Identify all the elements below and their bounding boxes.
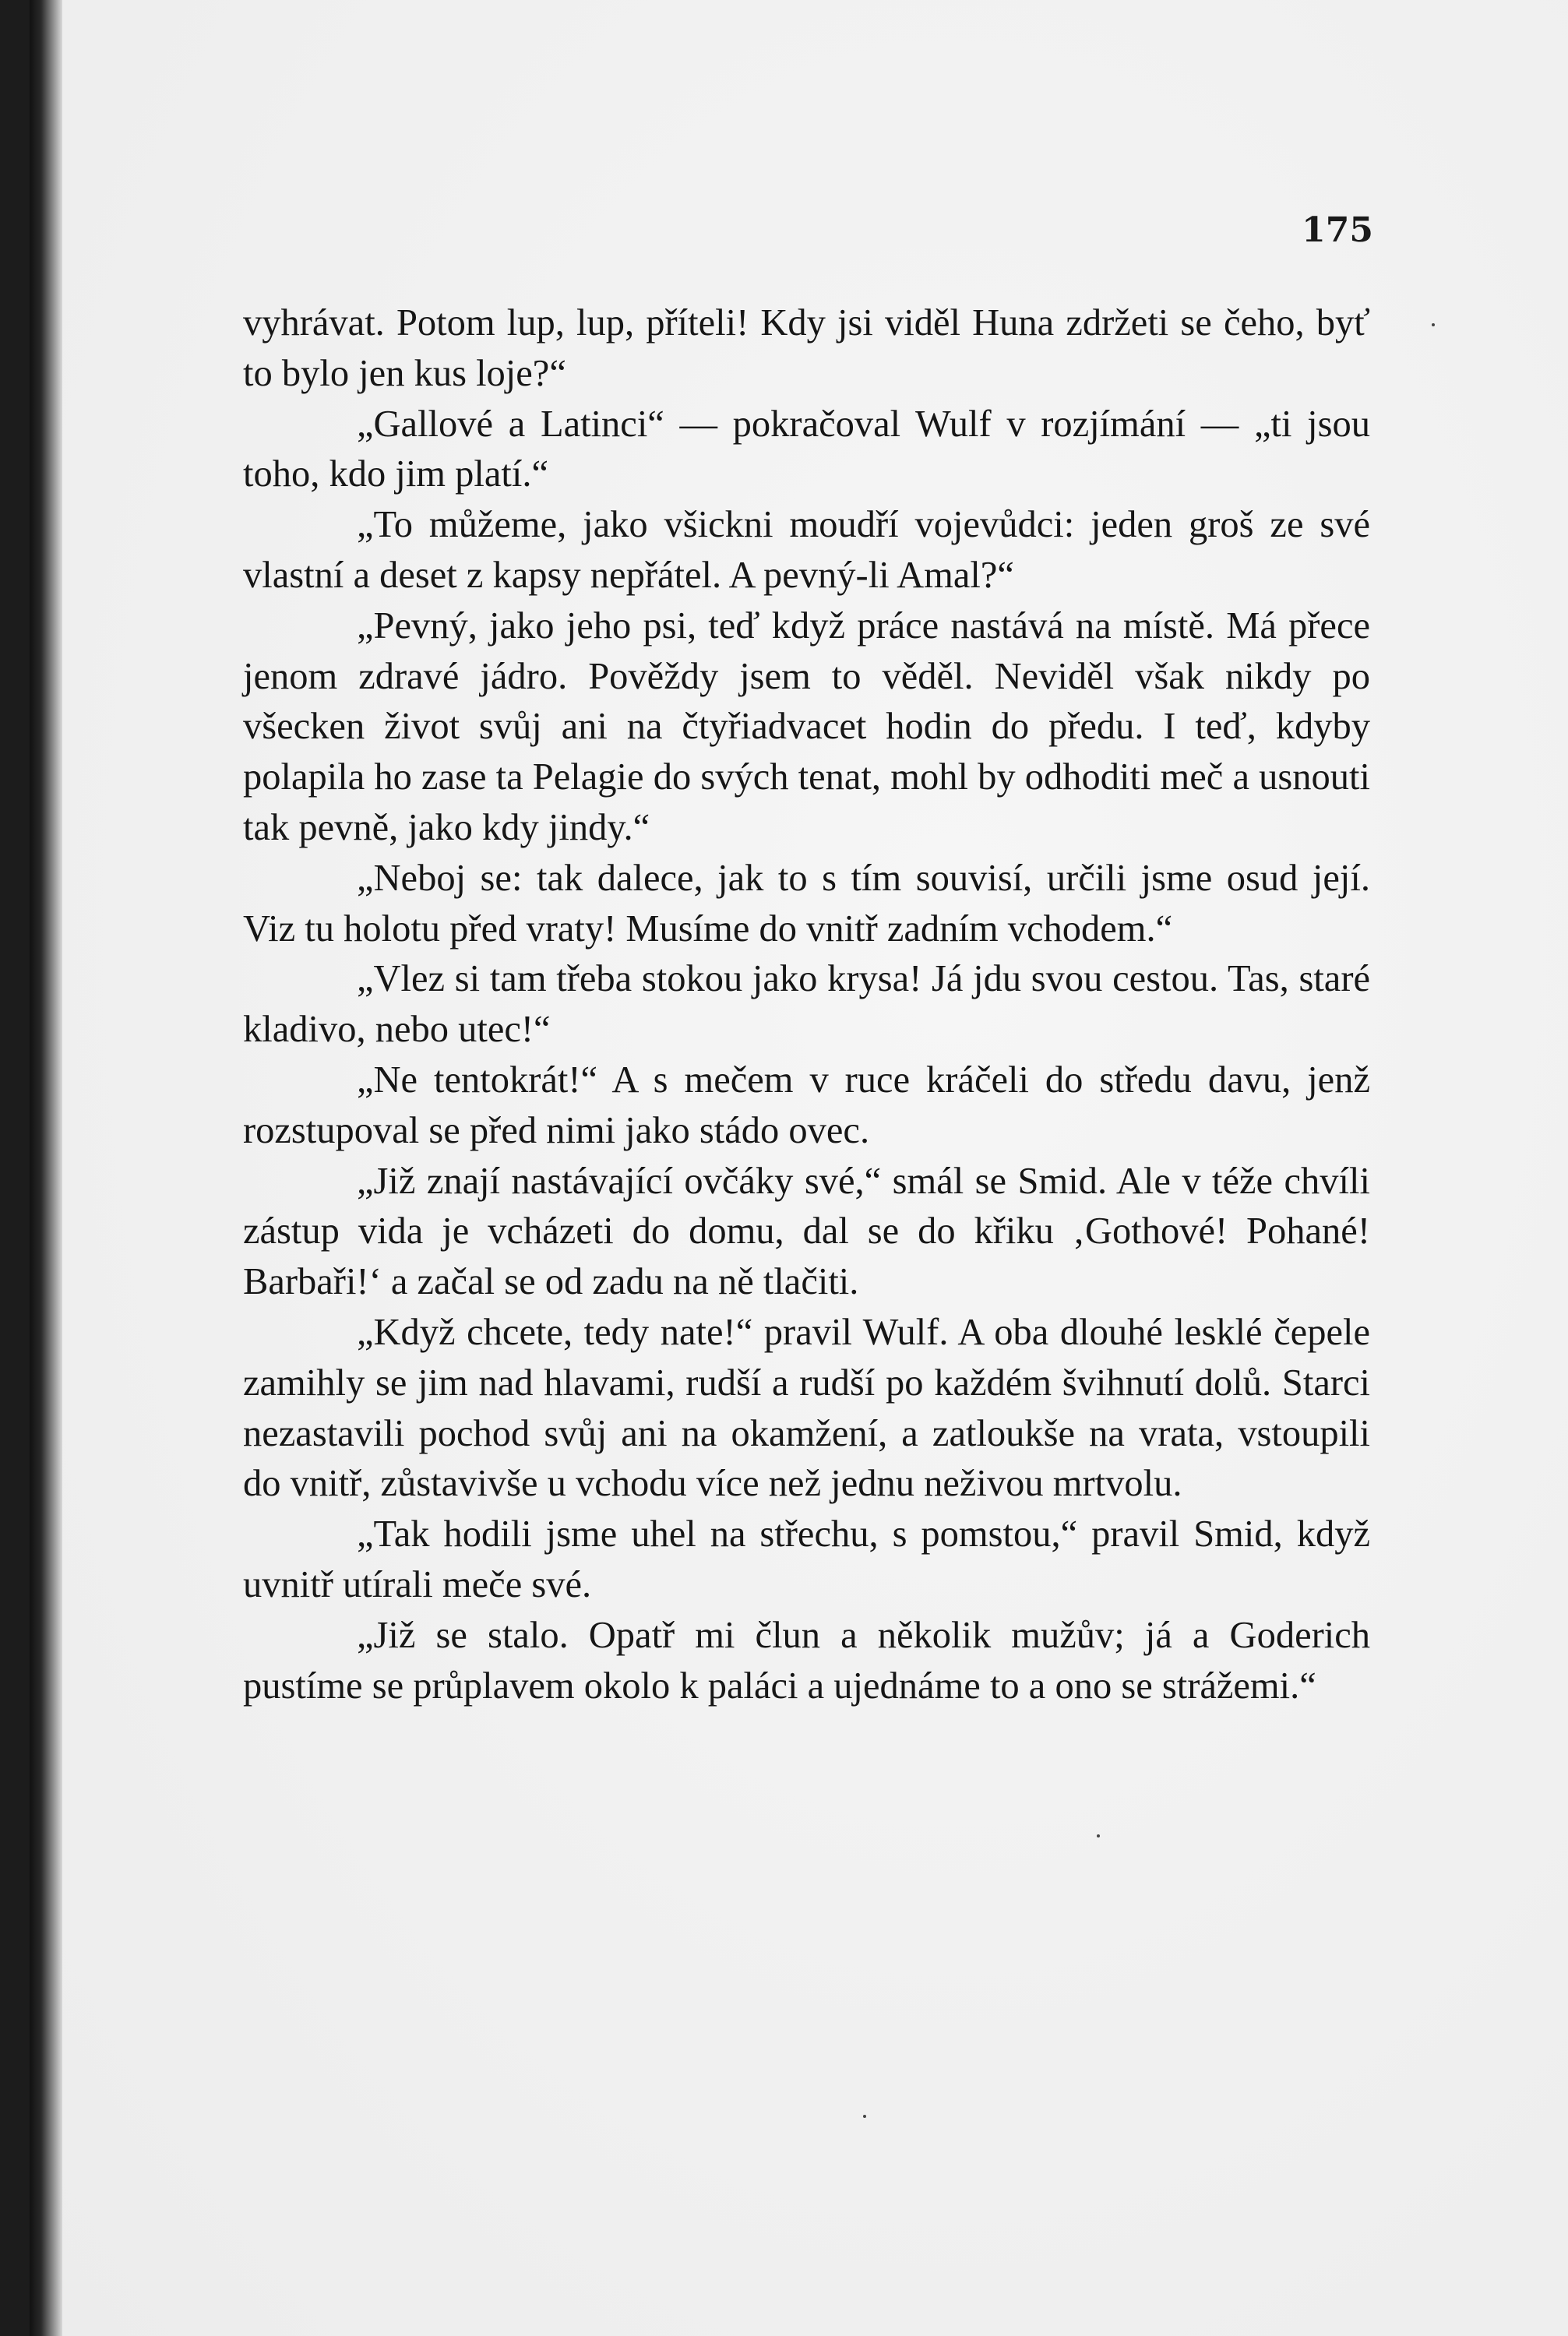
paragraph: „Pevný, jako jeho psi, teď když práce nastává na místě. Má přece jenom zdravé jádro. Pověždy jsem to věděl. Neviděl však nikdy po všecken život svůj ani na čtyřiadvacet hodin do předu. I teď, kdyby polapila ho zase ta Pelagie do svých tenat, mohl by odhoditi meč a usnouti tak pevně, jako kdy jindy.“ <box>243 604 1370 848</box>
paragraph: „Již se stalo. Opatř mi člun a několik mužův; já a Goderich pustíme se průplavem okolo k paláci a ujednáme to a ono se strážemi.“ <box>243 1614 1370 1707</box>
paragraph: „Již znají nastávající ovčáky své,“ smál se Smid. Ale v téže chvíli zástup vida je vcházeti do domu, dal se do křiku ‚Gothové! Pohané! Barbaři!‘ a začal se od zadu na ně tlačiti. <box>243 1160 1370 1303</box>
paragraph: „To můžeme, jako všickni moudří vojevůdci: jeden groš ze své vlastní a deset z kapsy nepřátel. A pevný-li Amal?“ <box>243 504 1370 596</box>
body-text <box>243 298 1370 1711</box>
paper-speck <box>863 2115 866 2118</box>
paragraph: „Tak hodili jsme uhel na střechu, s pomstou,“ pravil Smid, když uvnitř utírali meče své. <box>243 1513 1370 1605</box>
book-page <box>30 0 1568 2336</box>
paper-speck <box>1097 1834 1100 1837</box>
paragraph: „Ne tentokrát!“ A s mečem v ruce kráčeli do středu davu, jenž rozstupoval se před nimi jako stádo ovec. <box>243 1059 1370 1151</box>
paragraph: „Gallové a Latinci“ — pokračoval Wulf v rozjímání — „ti jsou toho, kdo jim platí.“ <box>243 403 1370 495</box>
paper-speck <box>1432 323 1435 326</box>
paragraph: vyhrávat. Potom lup, lup, příteli! Kdy jsi viděl Huna zdržeti se čeho, byť to bylo jen kus loje?“ <box>243 302 1370 394</box>
page-number: 175 <box>1302 210 1373 250</box>
paragraph: „Neboj se: tak dalece, jak to s tím souvisí, určili jsme osud její. Viz tu holotu před vraty! Musíme do vnitř zadním vchodem.“ <box>243 857 1370 950</box>
paragraph: „Když chcete, tedy nate!“ pravil Wulf. A oba dlouhé lesklé čepele zamihly se jim nad hlavami, rudší a rudší po každém švihnutí dolů. Starci nezastavili pochod svůj ani na okamžení, a zatloukše na vrata, vstoupili do vnitř, zůstavivše u vchodu více než jednu neživou mrtvolu. <box>243 1311 1370 1505</box>
binding-shadow <box>30 0 62 2336</box>
paragraph: „Vlez si tam třeba stokou jako krysa! Já jdu svou cestou. Tas, staré kladivo, nebo utec!“ <box>243 958 1370 1051</box>
